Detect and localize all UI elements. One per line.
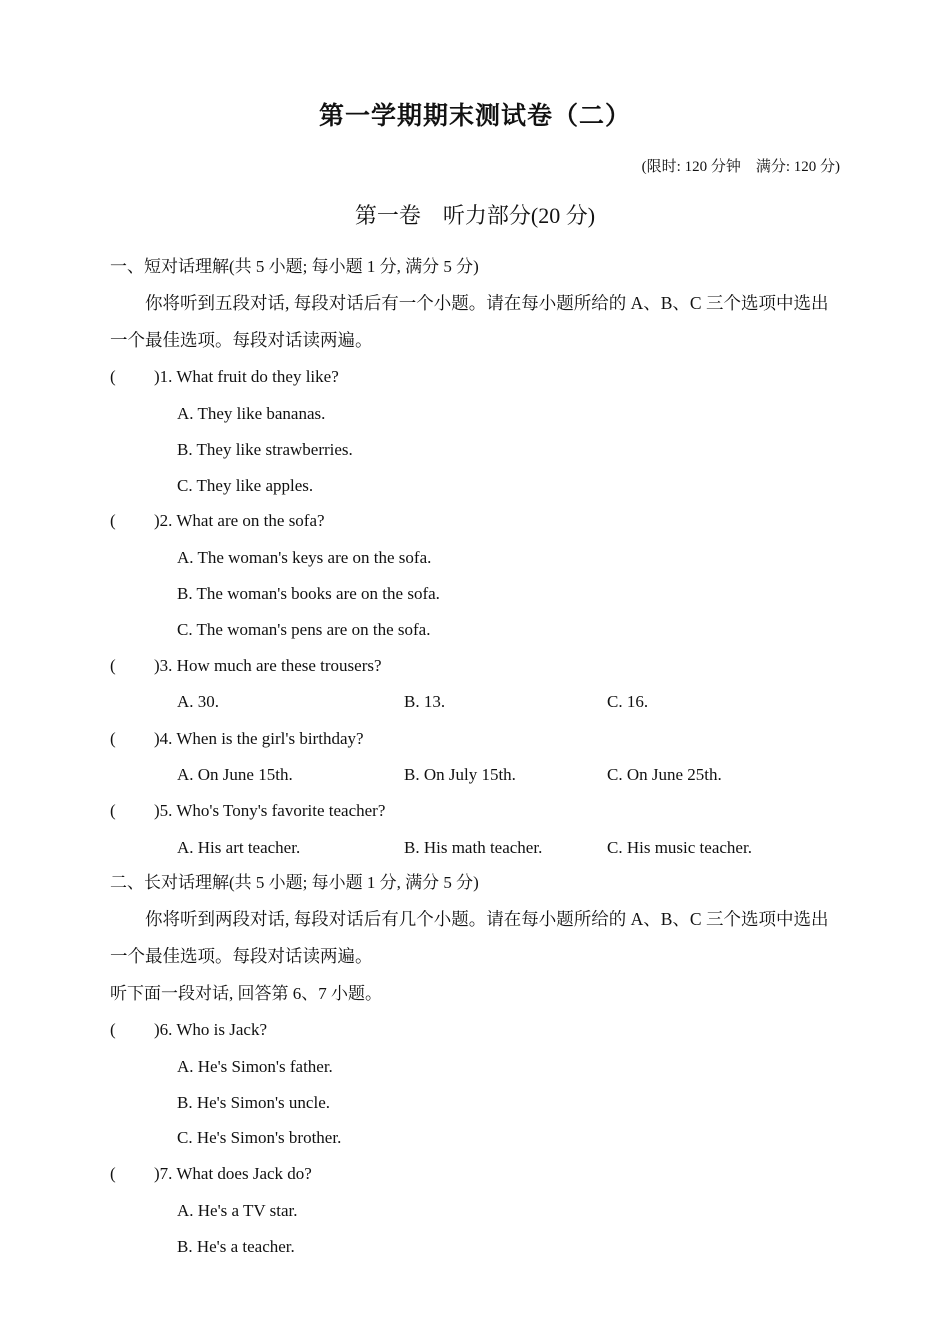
answer-blank[interactable]: ( bbox=[110, 801, 116, 820]
q5-option-c: C. His music teacher. bbox=[607, 838, 752, 857]
question-4 bbox=[110, 730, 364, 747]
question-5 bbox=[110, 802, 385, 819]
answer-blank[interactable]: ( bbox=[110, 1164, 116, 1183]
question-text: )3. How much are these trousers? bbox=[154, 656, 382, 675]
q1-option-a: A. They like bananas. bbox=[177, 404, 326, 423]
question-7 bbox=[110, 1165, 312, 1182]
question-3 bbox=[110, 657, 382, 674]
q4-option-b: B. On July 15th. bbox=[404, 765, 516, 784]
section2-instructions: 你将听到两段对话, 每段对话后有几个小题。请在每小题所给的 A、B、C 三个选项中选出一个最佳选项。每段对话读两遍。 bbox=[110, 909, 829, 966]
part-heading: 第一卷 听力部分(20 分) bbox=[354, 203, 596, 228]
question-text: )6. Who is Jack? bbox=[154, 1020, 267, 1039]
page-title: 第一学期期末测试卷（二） bbox=[318, 103, 631, 130]
q4-option-c: C. On June 25th. bbox=[607, 765, 722, 784]
q7-option-a: A. He's a TV star. bbox=[177, 1201, 298, 1220]
section1-heading: 一、短对话理解(共 5 小题; 每小题 1 分, 满分 5 分) bbox=[110, 257, 479, 276]
q6-option-b: B. He's Simon's uncle. bbox=[177, 1093, 330, 1112]
answer-blank[interactable]: ( bbox=[110, 511, 116, 530]
answer-blank[interactable]: ( bbox=[110, 729, 116, 748]
question-text: )2. What are on the sofa? bbox=[154, 511, 325, 530]
time-limit: (限时: 120 分钟 满分: 120 分) bbox=[641, 159, 840, 175]
q1-option-b: B. They like strawberries. bbox=[177, 440, 353, 459]
q2-option-c: C. The woman's pens are on the sofa. bbox=[177, 620, 431, 639]
question-text: )5. Who's Tony's favorite teacher? bbox=[154, 801, 386, 820]
q5-option-a: A. His art teacher. bbox=[177, 838, 301, 857]
answer-blank[interactable]: ( bbox=[110, 656, 116, 675]
q4-option-a: A. On June 15th. bbox=[177, 765, 293, 784]
answer-blank[interactable]: ( bbox=[110, 367, 116, 386]
section1-instructions: 你将听到五段对话, 每段对话后有一个小题。请在每小题所给的 A、B、C 三个选项中选出一个最佳选项。每段对话读两遍。 bbox=[110, 293, 829, 350]
question-text: )4. When is the girl's birthday? bbox=[154, 729, 364, 748]
q7-option-b: B. He's a teacher. bbox=[177, 1237, 295, 1256]
q2-option-a: A. The woman's keys are on the sofa. bbox=[177, 548, 432, 567]
question-1 bbox=[110, 368, 339, 385]
section2-heading: 二、长对话理解(共 5 小题; 每小题 1 分, 满分 5 分) bbox=[110, 873, 479, 892]
q3-option-a: A. 30. bbox=[177, 692, 220, 711]
section2-sub-instruction: 听下面一段对话, 回答第 6、7 小题。 bbox=[110, 984, 382, 1003]
question-6 bbox=[110, 1021, 267, 1038]
q3-option-c: C. 16. bbox=[607, 692, 649, 711]
question-2 bbox=[110, 512, 325, 529]
q3-option-b: B. 13. bbox=[404, 692, 446, 711]
answer-blank[interactable]: ( bbox=[110, 1020, 116, 1039]
q6-option-a: A. He's Simon's father. bbox=[177, 1057, 333, 1076]
q1-option-c: C. They like apples. bbox=[177, 476, 314, 495]
q5-option-b: B. His math teacher. bbox=[404, 838, 543, 857]
q6-option-c: C. He's Simon's brother. bbox=[177, 1128, 342, 1147]
question-text: )7. What does Jack do? bbox=[154, 1164, 312, 1183]
q2-option-b: B. The woman's books are on the sofa. bbox=[177, 584, 440, 603]
question-text: )1. What fruit do they like? bbox=[154, 367, 339, 386]
